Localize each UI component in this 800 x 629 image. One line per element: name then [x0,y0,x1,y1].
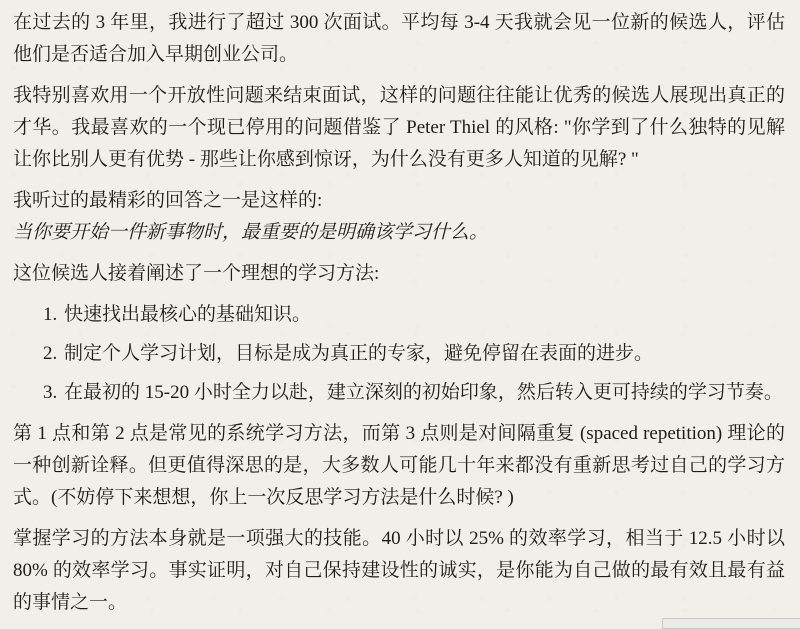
paragraph-best-answer-intro: 我听过的最精彩的回答之一是这样的: [13,190,323,211]
paragraph-learning-method-intro: 这位候选人接着阐述了一个理想的学习方法: [13,263,380,284]
paragraph-learning-skill: 掌握学习的方法本身就是一项强大的技能。40 小时以 25% 的效率学习，相当于 12.5 小时以 80% 的效率学习。事实证明，对自己保持建设性的诚实，是你能为自己做的最有效且最有益的事情之一。 [13,528,785,613]
paragraph-interview-count: 在过去的 3 年里，我进行了超过 300 次面试。平均每 3-4 天我就会见一位新的候选人，评估他们是否适合加入早期创业公司。 [13,12,785,65]
list-item-initial-hours: 3. 在最初的 15-20 小时全力以赴，建立深刻的初始印象，然后转入更可持续的学习节奏。 [62,377,785,409]
list-item-core-knowledge: 1. 快速找出最核心的基础知识。 [62,299,785,331]
paragraph-spaced-repetition: 第 1 点和第 2 点是常见的系统学习方法，而第 3 点则是对间隔重复 (spaced repetition) 理论的一种创新诠释。但更值得深思的是，大多数人可能几十年来都没有重新思考过自己的学习方式。(不妨停下来想想，你上一次反思学习方法是什么时候? ) [13,423,785,508]
learning-method-list [13,299,785,409]
paragraph-open-question: 我特别喜欢用一个开放性问题来结束面试，这样的问题往往能让优秀的候选人展现出真正的才华。我最喜欢的一个现已停用的问题借鉴了 Peter Thiel 的风格: "你学到了什么独特的见解让你比别人更有优势 - 那些让你感到惊讶，为什么没有更多人知道的见解? " [13,85,785,170]
list-item-personal-plan: 2. 制定个人学习计划，目标是成为真正的专家，避免停留在表面的进步。 [62,338,785,370]
candidate-quote: 当你要开始一件新事物时，最重要的是明确该学习什么。 [13,222,489,243]
bottom-right-partial-box [662,618,800,629]
